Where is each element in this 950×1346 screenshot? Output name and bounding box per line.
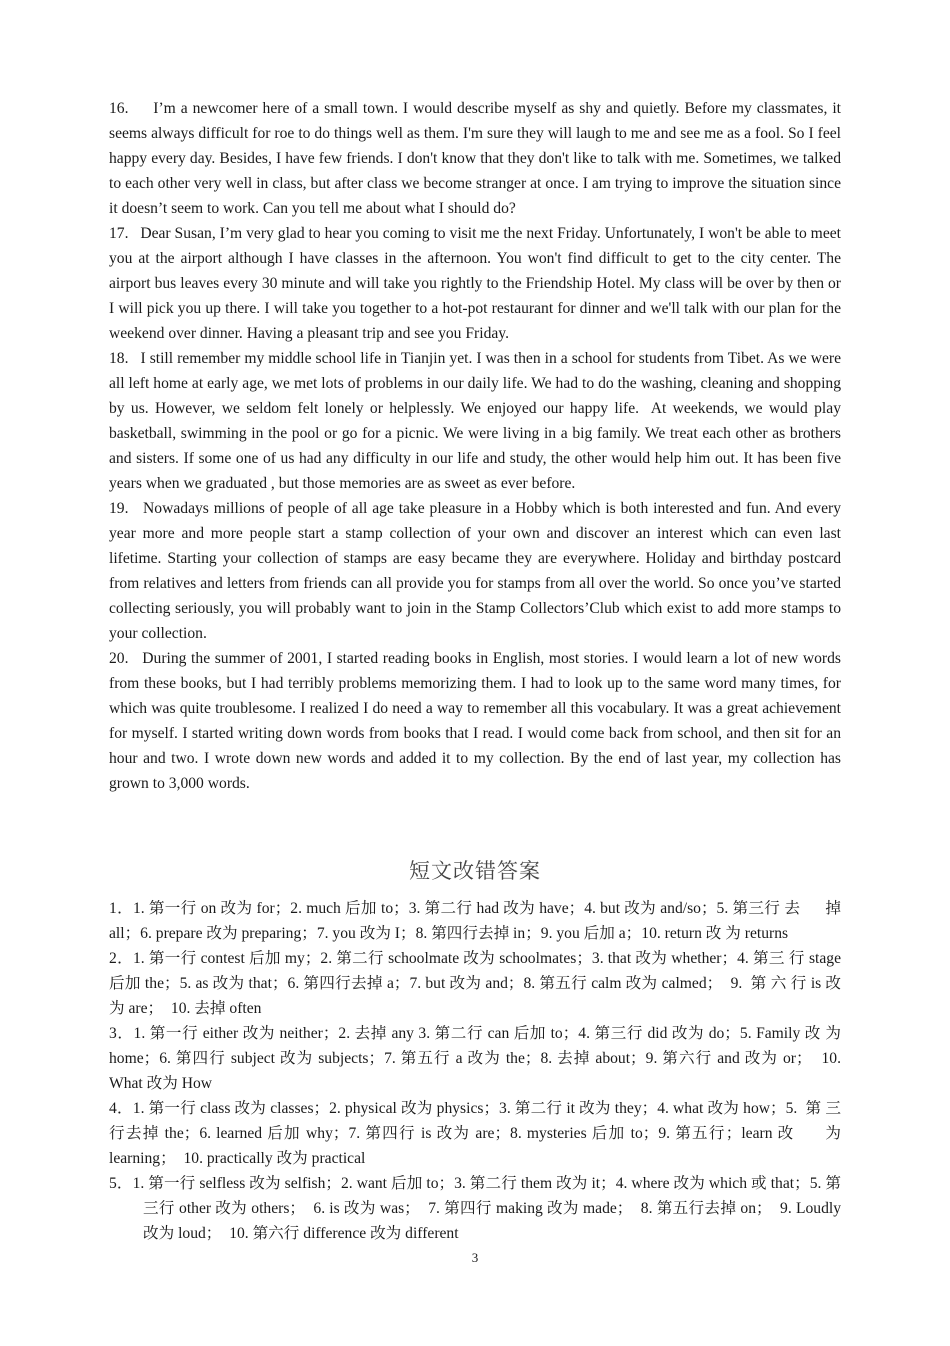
answers-heading: 短文改错答案: [409, 859, 541, 883]
answer-1: 1．1. 第一行 on 改为 for；2. much 后加 to；3. 第二行 had 改为 have；4. but 改为 and/so；5. 第三行 去 掉 all；6. prepare 改为 preparing；7. you 改为 I；8. 第四行去掉 in；9. you 后加 a；10. return 改 为 returns: [109, 900, 841, 942]
answer-3: 3．1. 第一行 either 改为 neither；2. 去掉 any 3. 第二行 can 后加 to；4. 第三行 did 改为 do；5. Family 改 为 home；6. 第四行 subject 改为 subjects；7. 第五行 a 改为 the；8. 去掉 about；9. 第六行 and 改为 or； 10. What 改为 How: [109, 1025, 841, 1092]
answer-2: 2．1. 第一行 contest 后加 my；2. 第二行 schoolmate 改为 schoolmates；3. that 改为 whether；4. 第三 行 stage 后加 the；5. as 改为 that；6. 第四行去掉 a；7. but 改为 and；8. 第五行 calm 改为 calmed； 9. 第 六 行 is 改为 are； 10. 去掉 often: [109, 950, 841, 1017]
passage-20: 20. During the summer of 2001, I started reading books in English, most stories. I would learn a lot of new words from these books, but I had terribly problems memorizing them. I had to look up to the same word many times, for which was quite troublesome. I realized I do need a way to remember all this vocabulary. It was a great achievement for myself. I started writing down words from books that I read. I would come back from school, and then sit for an hour and two. I wrote down new words and added it to my collection. By the end of last year, my collection has grown to 3,000 words.: [109, 650, 841, 792]
answer-5: 5．1. 第一行 selfless 改为 selfish；2. want 后加 to；3. 第二行 them 改为 it；4. where 改为 which 或 that；5. 第三行 other 改为 others； 6. is 改为 was； 7. 第四行 making 改为 made； 8. 第五行去掉 on； 9. Loudly 改为 loud； 10. 第六行 difference 改为 different: [109, 1175, 841, 1242]
passage-17: 17. Dear Susan, I’m very glad to hear you coming to visit me the next Friday. Unfortunately, I won't be able to meet you at the airport although I have classes in the afternoon. You won't find difficult to get to the city center. The airport bus leaves every 30 minute and will take you rightly to the Friendship Hotel. My class will be over by then or I will pick you up there. I will take you together to a hot-pot restaurant for dinner and we'll talk with our plan for the weekend over dinner. Having a pleasant trip and see you Friday.: [109, 225, 841, 342]
passage-19: 19. Nowadays millions of people of all age take pleasure in a Hobby which is both interested and fun. And every year more and more people start a stamp collection of your own and discover an interest which can even last lifetime. Starting your collection of stamps are easy became they are everywhere. Holiday and birthday postcard from relatives and letters from friends can all provide you for stamps from all over the world. So once you’ve started collecting seriously, you will probably want to join in the Stamp Collectors’Club which exist to add more stamps to your collection.: [109, 500, 841, 642]
passage-18: 18. I still remember my middle school life in Tianjin yet. I was then in a school for students from Tibet. As we were all left home at early age, we met lots of problems in our daily life. We had to do the washing, cleaning and shopping by us. However, we seldom felt lonely or helplessly. We enjoyed our happy life. At weekends, we would play basketball, swimming in the pool or go for a picnic. We were living in a big family. We treat each other as brothers and sisters. If some one of us had any difficulty in our life and study, the other would help him out. It has been five years when we graduated , but those memories are as sweet as ever before.: [109, 350, 841, 492]
passage-16: 16. I’m a newcomer here of a small town. I would describe myself as shy and quietly. Before my classmates, it seems always difficult for roe to do things well as them. I'm sure they will laugh to me and see me as a fool. So I feel happy every day. Besides, I have few friends. I don't know that they don't like to talk with me. Sometimes, we talked to each other very well in class, but after class we become stranger at once. I am trying to improve the situation since it doesn’t seem to work. Can you tell me about what I should do?: [109, 100, 841, 217]
error-correction-passages: [109, 96, 841, 796]
answer-key: [109, 896, 841, 1246]
page-number: 3: [471, 1250, 479, 1265]
answer-4: 4．1. 第一行 class 改为 classes；2. physical 改为 physics；3. 第二行 it 改为 they；4. what 改为 how；5. 第 三行去掉 the；6. learned 后加 why；7. 第四行 is 改为 are；8. mysteries 后加 to；9. 第五行；learn 改 为 learning； 10. practically 改为 practical: [109, 1100, 841, 1167]
